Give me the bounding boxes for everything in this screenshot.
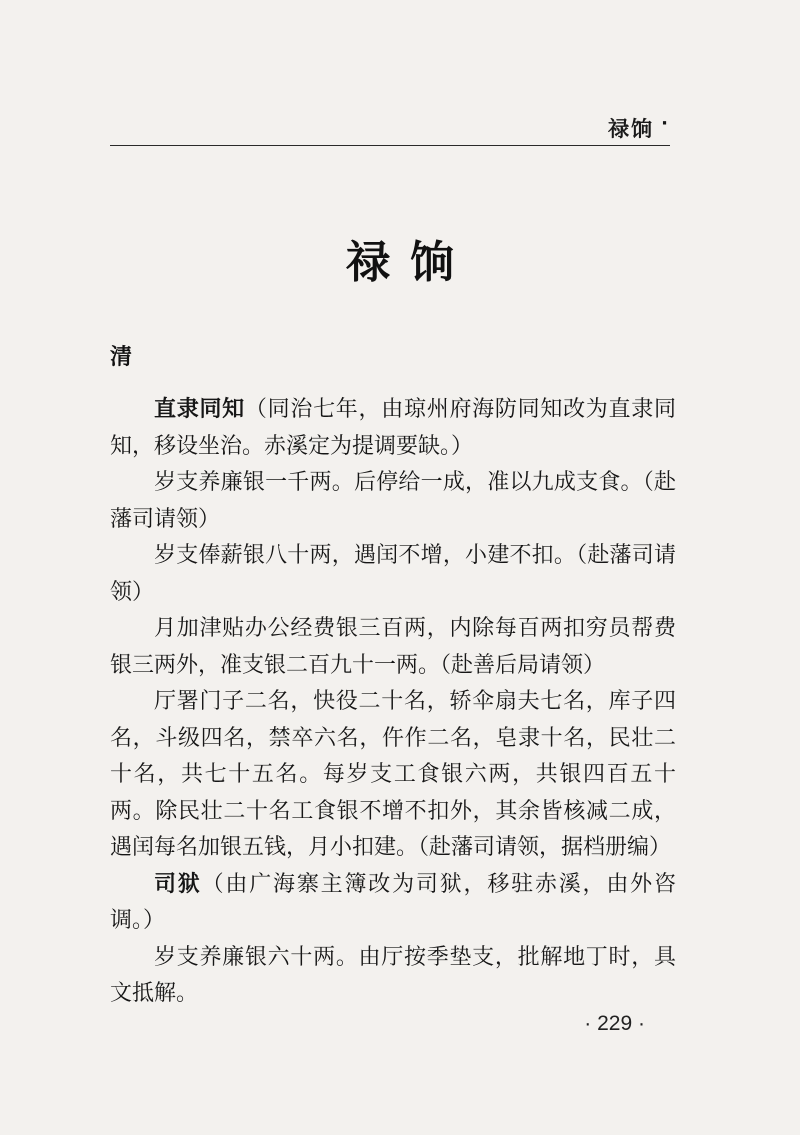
running-header [110, 112, 670, 146]
body-text [110, 392, 676, 1013]
chapter-title: 禄饷 [346, 237, 474, 288]
header-rule [110, 145, 670, 146]
paragraph [110, 867, 676, 940]
paragraph-text: （由广海寨主簿改为司狱，移驻赤溪，由外咨调。） [110, 871, 676, 933]
entry-heading: 直隶同知 [154, 397, 245, 422]
paragraph-text: 岁支养廉银六十两。由厅按季垫支，批解地丁时，具文抵解。 [110, 944, 676, 1006]
page-number: · 229 · [584, 1012, 645, 1035]
paragraph [110, 538, 676, 611]
section-heading: 清 [110, 345, 133, 370]
paragraph [110, 611, 676, 684]
paragraph-text: 厅署门子二名，快役二十名，轿伞扇夫七名，库子四名，斗级四名，禁卒六名，仵作二名，皂隶十名，民壮二十名，共七十五名。每岁支工食银六两，共银四百五十两。除民壮二十名工食银不增不扣外，其余皆核减二成，遇闰每名加银五钱，月小扣建。（赴藩司请领，据档册编） [110, 689, 676, 860]
paragraph-text: 月加津贴办公经费银三百两，内除每百两扣穷员帮费银三两外，准支银二百九十一两。（赴善后局请领） [110, 616, 676, 678]
paragraph [110, 684, 676, 867]
running-header-title: 禄饷 [608, 117, 654, 141]
running-header-dot: · [661, 113, 668, 134]
paragraph [110, 465, 676, 538]
paragraph [110, 392, 676, 465]
paragraph [110, 940, 676, 1013]
paragraph-text: （同治七年，由琼州府海防同知改为直隶同知，移设坐治。赤溪定为提调要缺。） [110, 397, 676, 459]
entry-heading: 司狱 [154, 871, 202, 897]
paragraph-text: 岁支养廉银一千两。后停给一成，准以九成支食。（赴藩司请领） [110, 470, 676, 532]
paragraph-text: 岁支俸薪银八十两，遇闰不增，小建不扣。（赴藩司请领） [110, 543, 676, 605]
